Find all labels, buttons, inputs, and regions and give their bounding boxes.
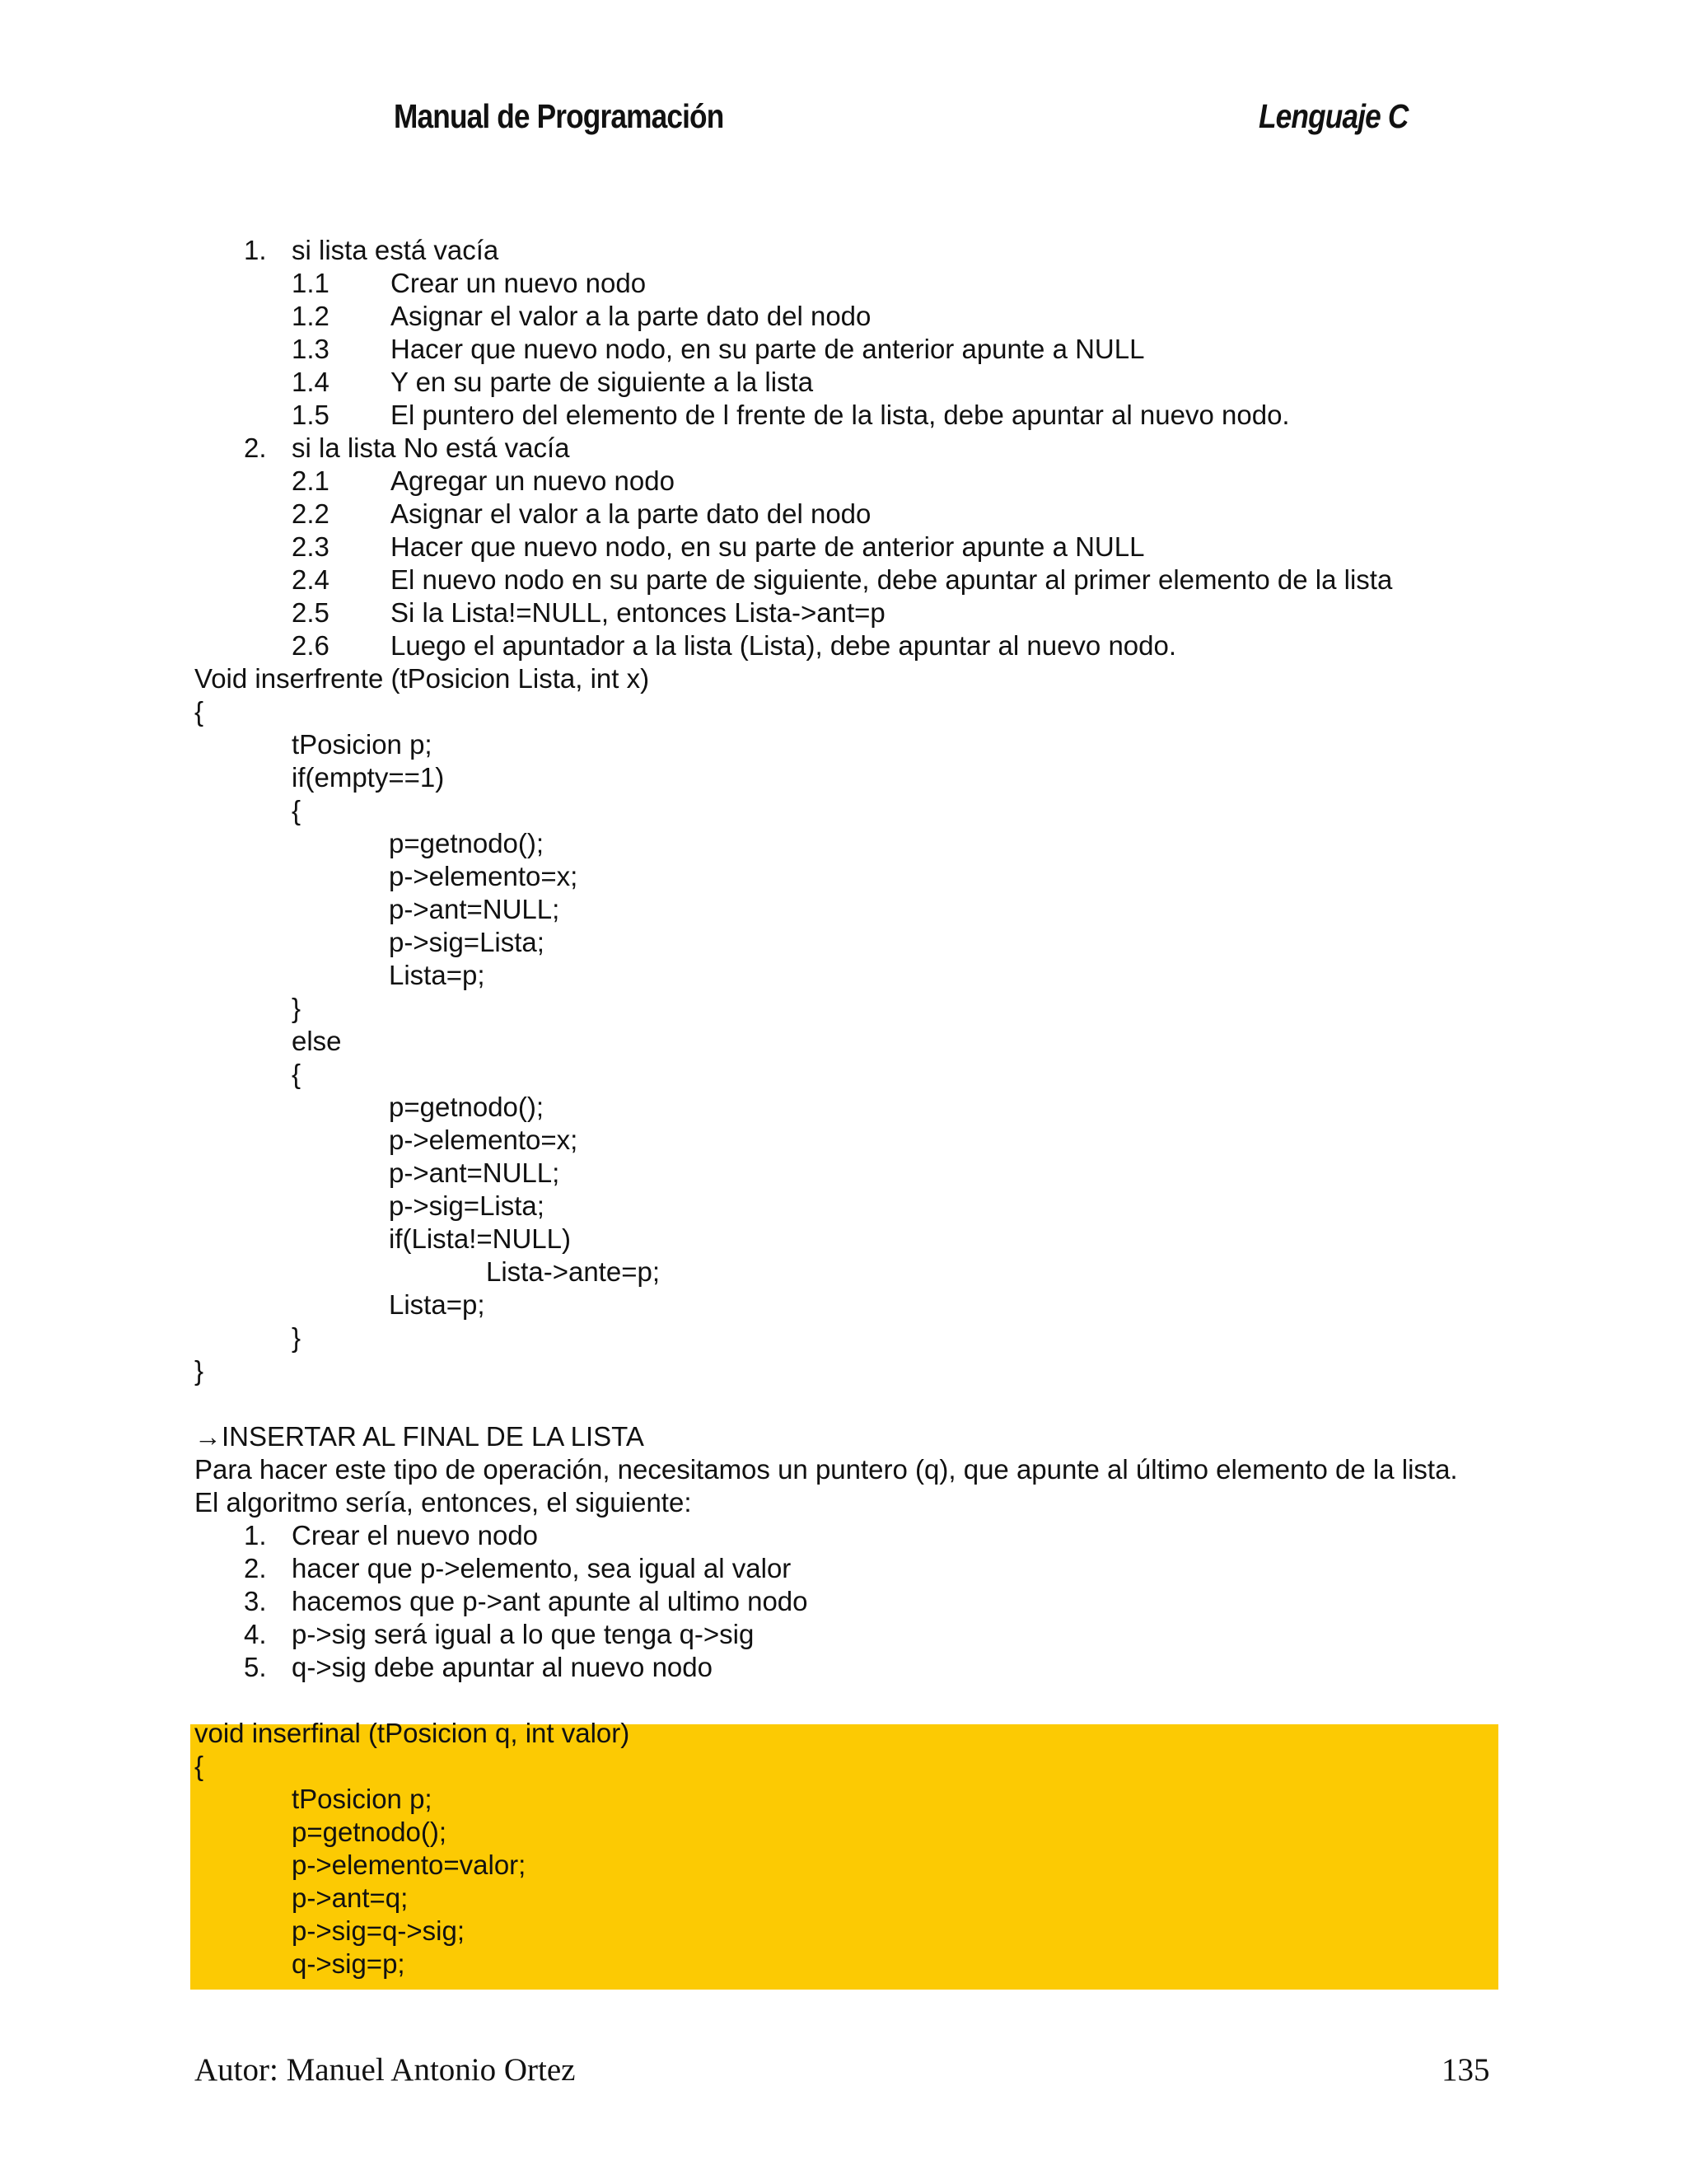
header-subtitle: Lenguaje C <box>1259 97 1409 135</box>
step-text: q->sig debe apuntar al nuevo nodo <box>292 1652 713 1682</box>
code-line: tPosicion p; <box>292 1784 432 1814</box>
code-line: q->sig=p; <box>292 1948 405 1979</box>
substep-text: Hacer que nuevo nodo, en su parte de anterior apunte a NULL <box>390 334 1145 364</box>
substep-text: Crear un nuevo nodo <box>390 268 647 298</box>
code-line: else <box>292 1026 342 1056</box>
code-line: Void inserfrente (tPosicion Lista, int x) <box>194 663 650 694</box>
code-line: } <box>292 993 301 1023</box>
code-line: p->elemento=valor; <box>292 1850 526 1880</box>
step-number: 4. <box>244 1619 267 1649</box>
substep-text: Luego el apuntador a la lista (Lista), debe apuntar al nuevo nodo. <box>390 630 1177 661</box>
code-line: void inserfinal (tPosicion q, int valor) <box>194 1718 630 1748</box>
substep-number: 2.5 <box>292 597 329 628</box>
substep-number: 2.6 <box>292 630 329 661</box>
code-line: } <box>194 1355 204 1386</box>
substep-number: 1.4 <box>292 367 329 397</box>
substep-number: 2.4 <box>292 564 329 595</box>
substep-text: Si la Lista!=NULL, entonces Lista->ant=p <box>390 597 886 628</box>
substep-number: 2.2 <box>292 498 329 529</box>
step-text: hacer que p->elemento, sea igual al valor <box>292 1553 792 1583</box>
substep-text: El puntero del elemento de l frente de la lista, debe apuntar al nuevo nodo. <box>390 400 1290 430</box>
code-line: Lista=p; <box>389 960 485 990</box>
section-heading-text: INSERTAR AL FINAL DE LA LISTA <box>222 1421 644 1452</box>
step-text: Crear el nuevo nodo <box>292 1520 539 1550</box>
substep-number: 1.1 <box>292 268 329 298</box>
code-line: if(empty==1) <box>292 762 445 793</box>
step-number: 1. <box>244 1520 267 1550</box>
code-line: } <box>292 1322 301 1353</box>
paragraph: El algoritmo sería, entonces, el siguiente: <box>194 1487 692 1518</box>
step-number: 2. <box>244 1553 267 1583</box>
step-number: 5. <box>244 1652 267 1682</box>
paragraph: Para hacer este tipo de operación, necesitamos un puntero (q), que apunte al último elemento de la lista. <box>194 1454 1458 1485</box>
code-line: p->ant=NULL; <box>389 1157 560 1188</box>
substep-text: El nuevo nodo en su parte de siguiente, debe apuntar al primer elemento de la lista <box>390 564 1393 595</box>
code-line: p->sig=q->sig; <box>292 1915 465 1946</box>
code-line: p=getnodo(); <box>389 1092 544 1122</box>
substep-number: 1.3 <box>292 334 329 364</box>
step-text: si lista está vacía <box>292 235 499 265</box>
code-line: p=getnodo(); <box>389 828 544 858</box>
code-line: tPosicion p; <box>292 729 432 760</box>
code-line: { <box>292 1059 301 1089</box>
code-line: p->elemento=x; <box>389 861 578 891</box>
step-text: p->sig será igual a lo que tenga q->sig <box>292 1619 755 1649</box>
code-line: Lista=p; <box>389 1289 485 1320</box>
code-line: p->sig=Lista; <box>389 1190 544 1221</box>
substep-text: Asignar el valor a la parte dato del nodo <box>390 301 872 331</box>
code-line: { <box>194 696 204 727</box>
substep-text: Y en su parte de siguiente a la lista <box>390 367 814 397</box>
substep-number: 2.3 <box>292 531 329 562</box>
page-number: 135 <box>1442 2052 1490 2088</box>
step-text: hacemos que p->ant apunte al ultimo nodo <box>292 1586 808 1616</box>
substep-text: Agregar un nuevo nodo <box>390 465 675 496</box>
code-line: p->ant=NULL; <box>389 894 560 924</box>
step-number: 3. <box>244 1586 267 1616</box>
substep-number: 2.1 <box>292 465 329 496</box>
header-title: Manual de Programación <box>394 97 724 135</box>
code-line: p=getnodo(); <box>292 1817 447 1847</box>
footer-author: Autor: Manuel Antonio Ortez <box>194 2052 576 2088</box>
code-line: Lista->ante=p; <box>486 1256 660 1287</box>
code-line: p->ant=q; <box>292 1882 409 1913</box>
arrow-right-icon: → <box>194 1421 222 1452</box>
section-heading <box>194 1420 644 1453</box>
step-number: 2. <box>244 433 267 463</box>
substep-text: Hacer que nuevo nodo, en su parte de anterior apunte a NULL <box>390 531 1145 562</box>
code-line: p->elemento=x; <box>389 1125 578 1155</box>
step-text: si la lista No está vacía <box>292 433 570 463</box>
code-line: { <box>194 1751 204 1781</box>
substep-number: 1.2 <box>292 301 329 331</box>
code-line: { <box>292 795 301 825</box>
code-line: p->sig=Lista; <box>389 927 544 957</box>
code-line: if(Lista!=NULL) <box>389 1223 571 1254</box>
substep-number: 1.5 <box>292 400 329 430</box>
step-number: 1. <box>244 235 267 265</box>
substep-text: Asignar el valor a la parte dato del nodo <box>390 498 872 529</box>
